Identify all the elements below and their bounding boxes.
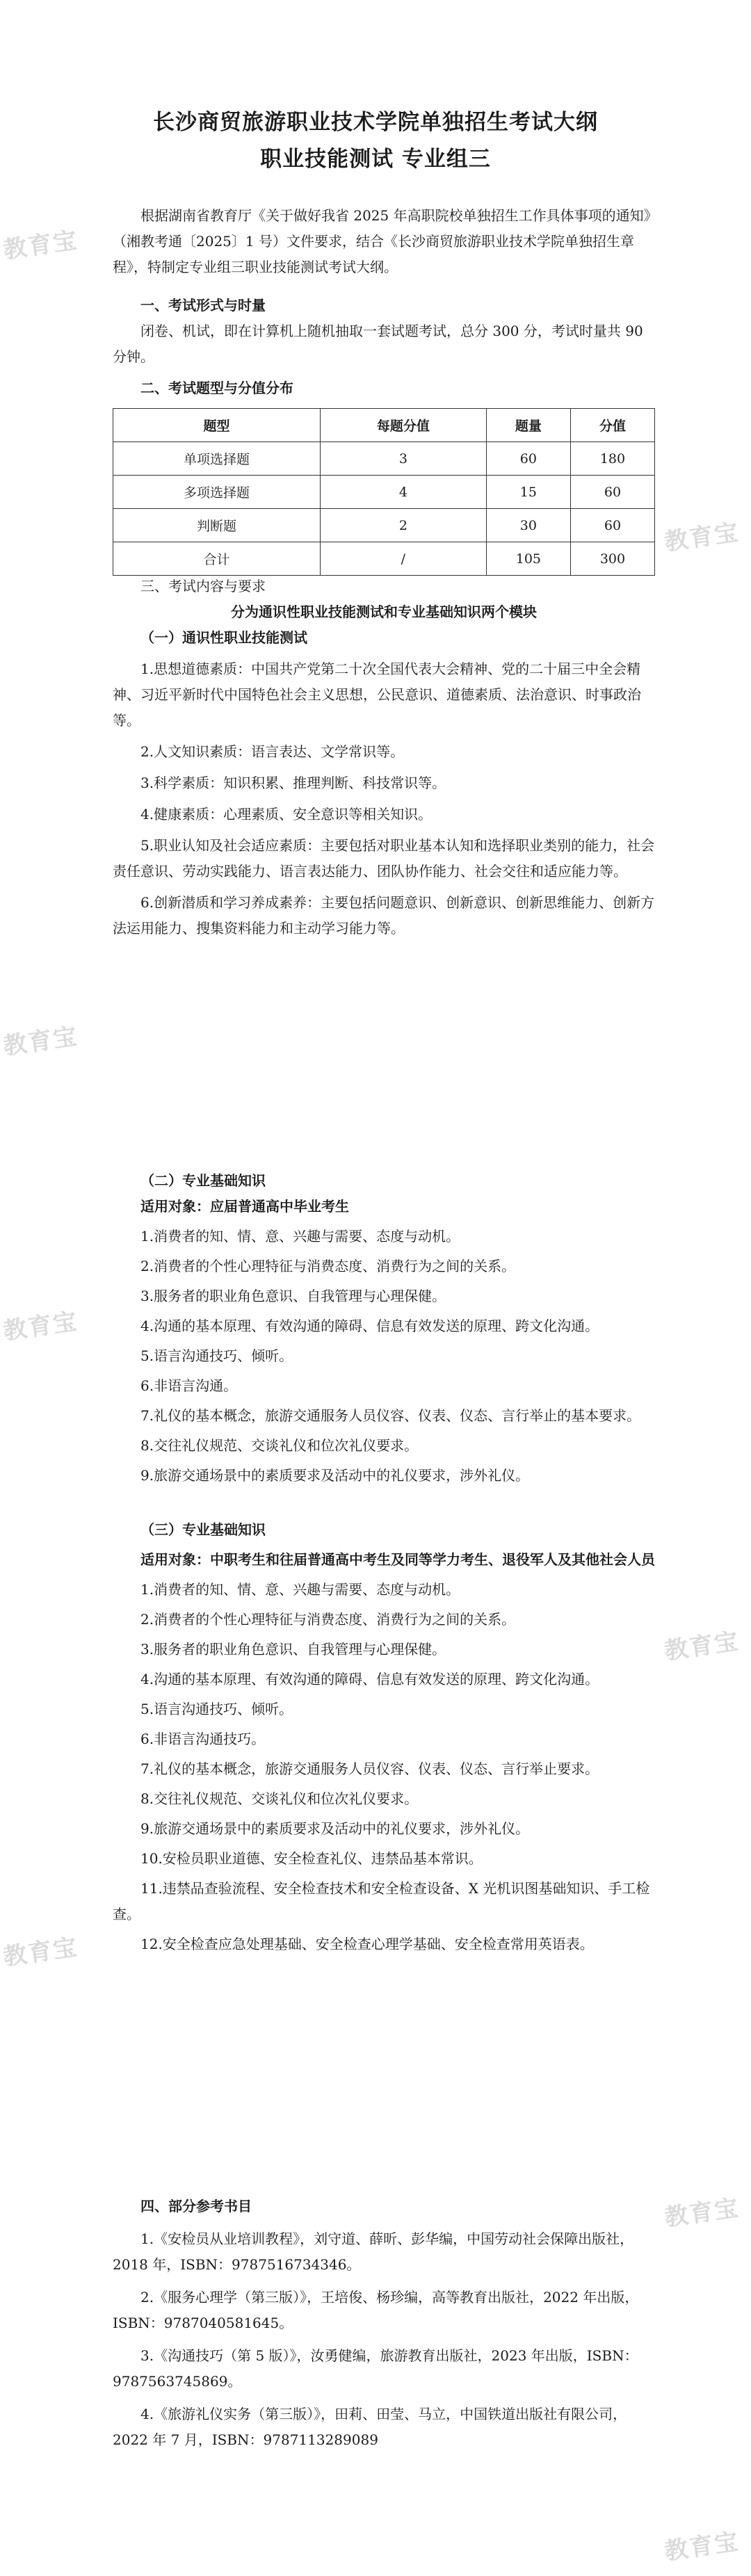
watermark: 教育宝	[663, 518, 741, 557]
table-cell: 多项选择题	[113, 476, 321, 509]
table-cell: 60	[570, 476, 654, 509]
watermark: 教育宝	[663, 1627, 741, 1666]
intro-paragraph: 根据湖南省教育厅《关于做好我省 2025 年高职院校单独招生工作具体事项的通知》（湘教考通〔2025〕1 号）文件要求，结合《长沙商贸旅游职业技术学院单独招生章程》，特制定专业组三职业技能测试考试大纲。	[113, 207, 651, 275]
score-distribution-table	[113, 408, 655, 576]
list-item: 2.《服务心理学（第三版）》，王培俊、杨珍编，高等教育出版社，2022 年出版，ISBN：9787040581645。	[113, 2289, 639, 2331]
watermark: 教育宝	[1, 1307, 80, 1346]
watermark: 教育宝	[1, 1933, 80, 1972]
table-header-cell: 分值	[570, 409, 654, 442]
list-item: 2.消费者的个性心理特征与消费态度、消费行为之间的关系。	[140, 1258, 516, 1274]
list-item: 4.沟通的基本原理、有效沟通的障碍、信息有效发送的原理、跨文化沟通。	[140, 1318, 599, 1334]
list-item: 1.思想道德素质：中国共产党第二十次全国代表大会精神、党的二十届三中全会精神、习近平新时代中国特色社会主义思想，公民意识、道德素质、法治意识、时事政治等。	[113, 661, 641, 729]
watermark: 教育宝	[1, 1022, 80, 1061]
list-item: 11.违禁品查验流程、安全检查技术和安全检查设备、X 光机识图基础知识、手工检查。	[113, 1880, 650, 1922]
part3-target: 适用对象：中职考生和往届普通高中考生及同等学力考生、退役军人及其他社会人员	[140, 1551, 655, 1568]
watermark: 教育宝	[1, 226, 80, 265]
watermark: 教育宝	[663, 2527, 741, 2566]
intro-block	[113, 203, 655, 280]
table-cell: /	[320, 542, 486, 576]
table-header-row	[113, 409, 655, 442]
list-item: 9.旅游交通场景中的素质要求及活动中的礼仪要求，涉外礼仪。	[140, 1467, 530, 1484]
part2	[113, 1168, 655, 1489]
list-item: 12.安全检查应急处理基础、安全检查心理学基础、安全检查常用英语表。	[140, 1936, 594, 1952]
list-item: 5.语言沟通技巧、倾听。	[140, 1701, 293, 1717]
list-item: 1.《安检员从业培训教程》，刘守道、薛昕、彭华编，中国劳动社会保障出版社，2018 年，ISBN：9787516734346。	[113, 2230, 634, 2273]
table-cell: 180	[570, 442, 654, 476]
table-header-cell: 每题分值	[320, 409, 486, 442]
document-title: 长沙商贸旅游职业技术学院单独招生考试大纲	[153, 110, 598, 135]
list-item: 3.《沟通技巧（第 5 版）》，汝勇健编，旅游教育出版社，2023 年出版，ISBN：9787563745869。	[113, 2347, 638, 2390]
section1-heading: 一、考试形式与时量	[140, 297, 266, 314]
list-item: 4.《旅游礼仪实务（第三版）》，田莉、田莹、马立，中国铁道出版社有限公司，2022 年 7 月，ISBN：9787113289089	[113, 2406, 627, 2448]
list-item: 6.创新潜质和学习养成素养：主要包括问题意识、创新意识、创新思维能力、创新方法运用能力、搜集资料能力和主动学习能力等。	[113, 894, 655, 937]
list-item: 9.旅游交通场景中的素质要求及活动中的礼仪要求，涉外礼仪。	[140, 1820, 530, 1837]
section4-heading: 四、部分参考书目	[140, 2198, 252, 2214]
table-cell: 300	[570, 542, 654, 576]
section2-heading: 二、考试题型与分值分布	[140, 380, 293, 396]
section3	[113, 574, 655, 941]
table-row	[113, 476, 655, 509]
list-item: 6.非语言沟通。	[140, 1377, 238, 1394]
section2	[113, 375, 655, 401]
list-item: 5.职业认知及社会适应素质：主要包括对职业基本认知和选择职业类别的能力，社会责任意识、劳动实践能力、语言表达能力、团队协作能力、社会交往和适应能力等。	[113, 837, 655, 880]
list-item: 8.交往礼仪规范、交谈礼仪和位次礼仪要求。	[140, 1437, 419, 1454]
part2-target: 适用对象：应届普通高中毕业考生	[140, 1198, 349, 1215]
list-item: 7.礼仪的基本概念，旅游交通服务人员仪容、仪表、仪态、言行举止要求。	[140, 1760, 599, 1777]
table-cell: 30	[486, 509, 570, 542]
list-item: 2.人文知识素质：语言表达、文学常识等。	[140, 743, 405, 760]
table-cell: 合计	[113, 542, 321, 576]
list-item: 2.消费者的个性心理特征与消费态度、消费行为之间的关系。	[140, 1611, 516, 1628]
section3-subtitle: 分为通识性职业技能测试和专业基础知识两个模块	[231, 604, 537, 620]
list-item: 3.服务者的职业角色意识、自我管理与心理保健。	[140, 1288, 446, 1304]
list-item: 1.消费者的知、情、意、兴趣与需要、态度与动机。	[140, 1581, 460, 1598]
table-row	[113, 442, 655, 476]
list-item: 6.非语言沟通技巧。	[140, 1731, 266, 1747]
table-header-cell: 题型	[113, 409, 321, 442]
list-item: 4.健康素质：心理素质、安全意识等相关知识。	[140, 806, 433, 823]
part2-heading: （二）专业基础知识	[140, 1172, 266, 1189]
table-row	[113, 509, 655, 542]
part3-heading: （三）专业基础知识	[140, 1521, 266, 1538]
watermark: 教育宝	[663, 2194, 741, 2233]
table-row	[113, 542, 655, 576]
list-item: 1.消费者的知、情、意、兴趣与需要、态度与动机。	[140, 1228, 460, 1245]
list-item: 10.安检员职业道德、安全检查礼仪、违禁品基本常识。	[140, 1850, 483, 1867]
table-cell: 判断题	[113, 509, 321, 542]
table-cell: 单项选择题	[113, 442, 321, 476]
table-cell: 105	[486, 542, 570, 576]
list-item: 3.科学素质：知识积累、推理判断、科技常识等。	[140, 775, 446, 791]
table-cell: 60	[486, 442, 570, 476]
table-header-cell: 题量	[486, 409, 570, 442]
list-item: 4.沟通的基本原理、有效沟通的障碍、信息有效发送的原理、跨文化沟通。	[140, 1671, 599, 1687]
part3	[113, 1517, 655, 1957]
section3-heading: 三、考试内容与要求	[140, 578, 266, 594]
table-cell: 4	[320, 476, 486, 509]
section4	[113, 2194, 655, 2453]
document-subtitle: 职业技能测试 专业组三	[260, 147, 491, 172]
section1-text: 闭卷、机试，即在计算机上随机抽取一套试题考试，总分 300 分，考试时量共 90 分钟。	[113, 323, 643, 365]
table-cell: 3	[320, 442, 486, 476]
list-item: 8.交往礼仪规范、交谈礼仪和位次礼仪要求。	[140, 1790, 419, 1807]
part1-heading: （一）通识性职业技能测试	[140, 629, 307, 646]
list-item: 7.礼仪的基本概念，旅游交通服务人员仪容、仪表、仪态、言行举止的基本要求。	[140, 1407, 641, 1424]
list-item: 3.服务者的职业角色意识、自我管理与心理保健。	[140, 1641, 446, 1658]
table-cell: 60	[570, 509, 654, 542]
section1	[113, 293, 655, 370]
table-cell: 2	[320, 509, 486, 542]
list-item: 5.语言沟通技巧、倾听。	[140, 1347, 293, 1364]
table-cell: 15	[486, 476, 570, 509]
